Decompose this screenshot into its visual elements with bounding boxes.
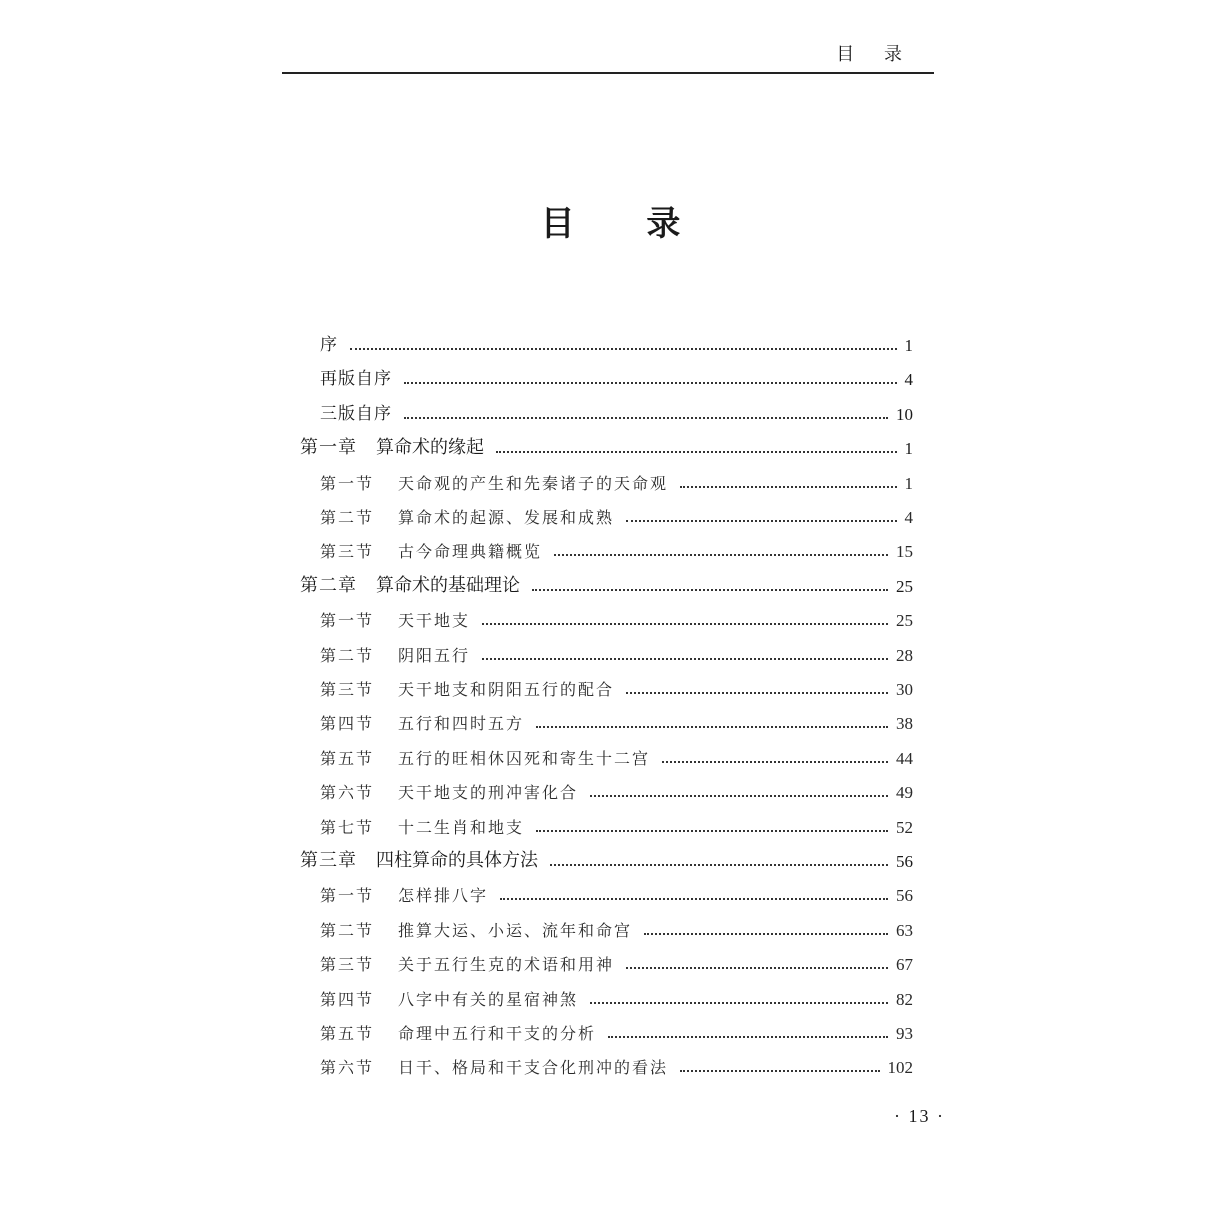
toc-section-entry — [320, 636, 913, 664]
toc-front-entry — [320, 395, 913, 423]
toc-entry-title: 五行和四时五方 — [398, 714, 525, 734]
toc-section-entry — [320, 601, 913, 629]
toc-entry-number: 第二节 — [320, 645, 375, 665]
toc-entry-title: 天命观的产生和先秦诸子的天命观 — [398, 473, 669, 493]
toc-entry-title: 天干地支的刑冲害化合 — [398, 783, 579, 803]
page-number: · 13 · — [894, 1106, 945, 1126]
toc-entry-page: 25 — [896, 611, 913, 631]
toc-entry-page: 28 — [896, 645, 913, 665]
toc-entry-page: 56 — [896, 852, 913, 871]
toc-dot-leader — [482, 623, 888, 625]
toc-entry-page: 67 — [896, 955, 913, 975]
toc-section-entry — [320, 498, 913, 526]
toc-entry-page: 93 — [896, 1024, 913, 1043]
toc-dot-leader — [482, 658, 888, 660]
toc-entry-page: 56 — [896, 886, 913, 906]
toc-entry-number: 第二章 — [300, 574, 357, 596]
toc-entry-number: 第一节 — [320, 611, 375, 631]
toc-entry-page: 30 — [896, 680, 913, 699]
toc-entry-title: 推算大运、小运、流年和命宫 — [398, 920, 633, 940]
toc-entry-title: 算命术的缘起 — [376, 437, 484, 459]
toc-dot-leader — [532, 589, 888, 591]
toc-entry-number: 第二节 — [320, 920, 375, 940]
toc-dot-leader — [626, 967, 888, 969]
toc-entry-title: 四柱算命的具体方法 — [376, 850, 538, 871]
toc-section-entry — [320, 945, 913, 973]
toc-entry-number: 第一节 — [320, 886, 375, 906]
toc-entry-page: 1 — [904, 473, 913, 493]
toc-section-entry — [320, 670, 913, 698]
toc-dot-leader — [608, 1036, 888, 1038]
toc-entry-page: 63 — [896, 920, 913, 940]
toc-section-entry — [320, 464, 913, 492]
toc-entry-title: 阴阳五行 — [398, 645, 471, 665]
toc-entry-title: 天干地支和阴阳五行的配合 — [398, 680, 615, 699]
toc-entry-title: 古今命理典籍概览 — [398, 542, 543, 562]
toc-chapter-entry — [300, 842, 913, 870]
toc-entry-page: 1 — [904, 336, 913, 355]
toc-entry-number: 第六节 — [320, 1058, 375, 1078]
toc-entry-page: 4 — [904, 508, 913, 527]
toc-dot-leader — [536, 726, 888, 728]
toc-entry-number: 第四节 — [320, 714, 375, 734]
toc-entry-page: 10 — [896, 404, 913, 424]
toc-entry-page: 82 — [896, 989, 913, 1009]
toc-section-entry — [320, 739, 913, 767]
toc-dot-leader — [680, 486, 896, 488]
toc-front-entry — [320, 360, 913, 388]
toc-dot-leader — [590, 1002, 888, 1004]
toc-entry-title: 序 — [320, 335, 338, 355]
toc-entry-page: 52 — [896, 817, 913, 837]
toc-entry-title: 怎样排八字 — [398, 886, 489, 906]
toc-entry-number: 第六节 — [320, 783, 375, 803]
toc-entry-title: 再版自序 — [320, 369, 392, 390]
toc-chapter-entry — [300, 429, 913, 457]
toc-entry-page: 15 — [896, 542, 913, 562]
toc-dot-leader — [500, 898, 888, 900]
toc-entry-title: 算命术的基础理论 — [376, 574, 520, 596]
toc-entry-number: 第二节 — [320, 508, 375, 527]
toc-entry-number: 第一章 — [300, 437, 357, 459]
toc-dot-leader — [590, 795, 888, 797]
toc-entry-number: 第三章 — [300, 850, 357, 871]
toc-dot-leader — [554, 554, 888, 556]
toc-entry-title: 十二生肖和地支 — [398, 817, 525, 837]
toc-entry-number: 第三节 — [320, 680, 375, 699]
toc-entry-number: 第七节 — [320, 817, 375, 837]
toc-section-entry — [320, 911, 913, 939]
toc-section-entry — [320, 1014, 913, 1042]
toc-dot-leader — [404, 417, 888, 419]
toc-entry-title: 三版自序 — [320, 403, 392, 424]
toc-entry-page: 44 — [896, 748, 913, 768]
toc-entry-page: 1 — [904, 439, 913, 459]
toc-dot-leader — [496, 451, 897, 453]
toc-entry-page: 38 — [896, 714, 913, 734]
toc-entry-title: 关于五行生克的术语和用神 — [398, 955, 615, 975]
toc-entry-number: 第三节 — [320, 955, 375, 975]
toc-entry-number: 第一节 — [320, 473, 375, 493]
toc-entry-number: 第四节 — [320, 989, 375, 1009]
toc-dot-leader — [404, 382, 897, 384]
toc-dot-leader — [626, 520, 896, 522]
running-head-title: 目 录 — [836, 44, 914, 65]
toc-section-entry — [320, 980, 913, 1008]
toc-entry-page: 49 — [896, 783, 913, 803]
toc-entry-page: 102 — [887, 1058, 913, 1078]
toc-entry-number: 第五节 — [320, 748, 375, 768]
toc-entry-page: 25 — [896, 576, 913, 596]
toc-entry-title: 算命术的起源、发展和成熟 — [398, 508, 615, 527]
toc-entry-title: 八字中有关的星宿神煞 — [398, 989, 579, 1009]
toc-dot-leader — [680, 1070, 879, 1072]
toc-entry-title: 天干地支 — [398, 611, 471, 631]
toc-section-entry — [320, 1048, 913, 1076]
toc-section-entry — [320, 704, 913, 732]
toc-section-entry — [320, 773, 913, 801]
toc-section-entry — [320, 808, 913, 836]
toc-section-entry — [320, 876, 913, 904]
toc-dot-leader — [350, 348, 897, 350]
toc-section-entry — [320, 532, 913, 560]
running-head — [282, 38, 934, 74]
toc-dot-leader — [662, 761, 888, 763]
toc-entry-number: 第五节 — [320, 1024, 375, 1043]
toc-entry-title: 五行的旺相休囚死和寄生十二宫 — [398, 748, 651, 768]
toc-front-entry — [320, 326, 913, 354]
toc-dot-leader — [626, 692, 888, 694]
toc-entry-page: 4 — [904, 370, 913, 390]
toc-entry-title: 命理中五行和干支的分析 — [398, 1024, 597, 1043]
page-title: 目 录 — [540, 204, 711, 244]
toc-entry-title: 日干、格局和干支合化刑冲的看法 — [398, 1058, 669, 1078]
toc-dot-leader — [644, 933, 888, 935]
toc-chapter-entry — [300, 567, 913, 595]
toc-dot-leader — [536, 830, 888, 832]
toc-dot-leader — [550, 864, 888, 866]
toc-entry-number: 第三节 — [320, 542, 375, 562]
